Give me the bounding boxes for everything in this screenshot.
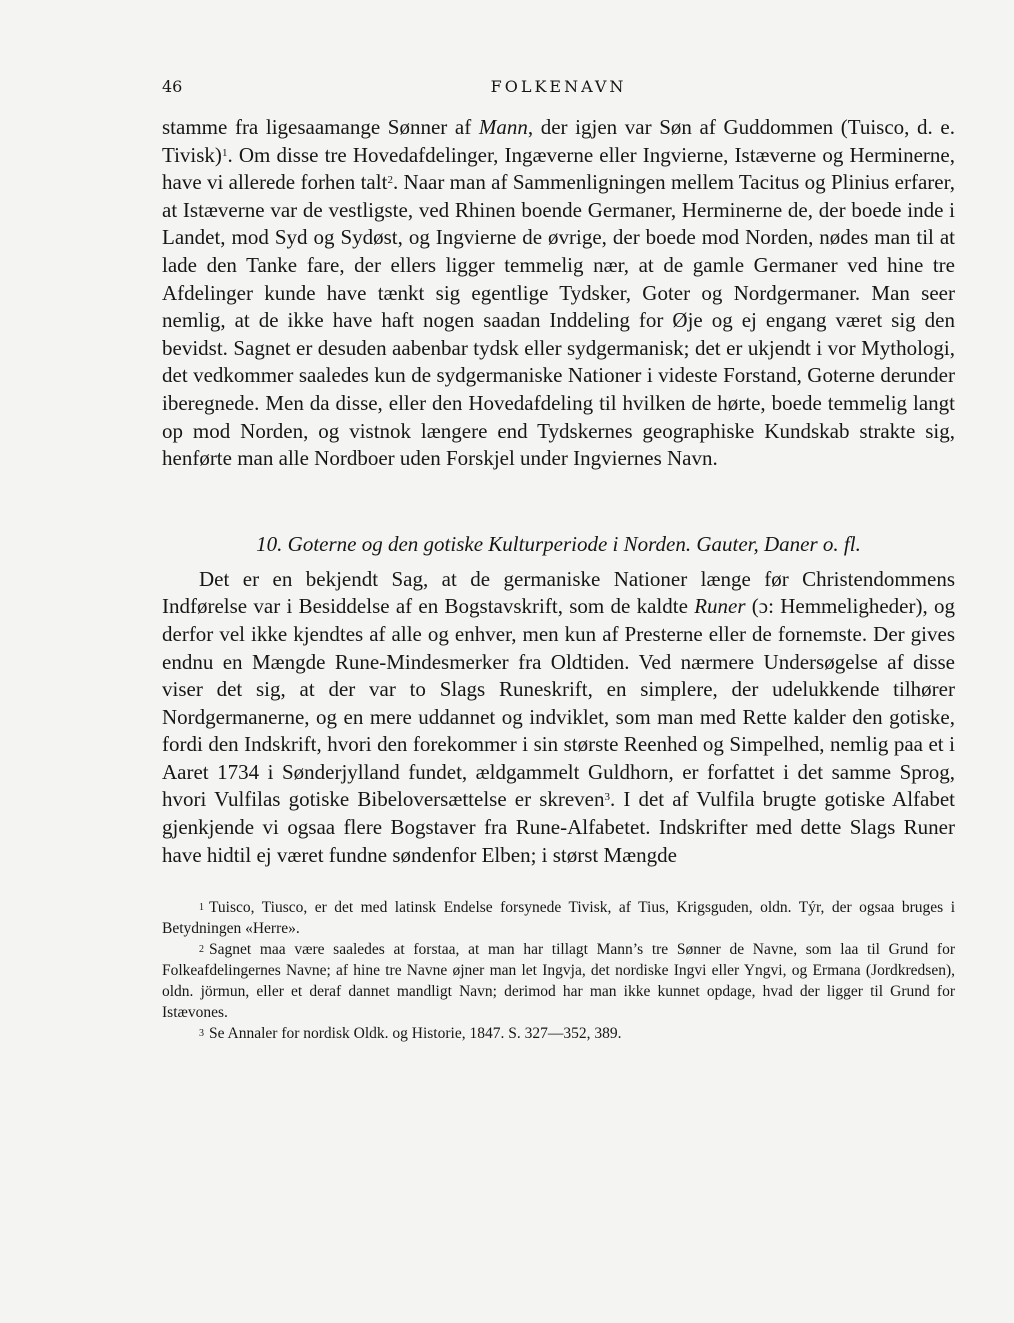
footnote (162, 1023, 955, 1044)
footnote-reference: 1 (221, 146, 228, 159)
page-header (162, 72, 955, 102)
text-run: stamme fra ligesaamange Sønner af (162, 115, 479, 139)
paragraph (162, 114, 955, 473)
paragraph (162, 566, 955, 870)
text-run: . I det af Vulfila brugte gotiske Alfabet gjenkjende vi ogsaa flere Bogstaver fra Rune-Alfabetet. Indskrifter med dette Slags Runer have hidtil ej været fundne søndenfor Elben; i størst Mængde (162, 787, 955, 867)
footnote-mark: 3 (199, 1028, 204, 1040)
italic-term: Mann (478, 115, 528, 139)
section-heading: 10. Goterne og den gotiske Kulturperiode i Norden. Gauter, Daner o. fl. (256, 531, 861, 556)
text-run: (ɔ: Hemmeligheder), og derfor vel ikke kjendtes af alle og enhver, men kun af Presterne eller de fornemste. Der gives endnu en Mængde Rune-Mindesmerker fra Oldtiden. Ved nærmere Undersøgelse af disse viser det sig, at der var to Slags Runeskrift, en simplere, der udelukkende tilhører Nordgermanerne, og en mere uddannet og indviklet, som man med Rette kalder den gotiske, fordi den Indskrift, hvori den forekommer i sin største Reenhed og Simpelhed, nemlig paa et i Aaret 1734 i Sønderjylland fundet, ældgammelt Guldhorn, er forfattet i det samme Sprog, hvori Vulfilas gotiske Bibeloversættelse er skreven (162, 594, 956, 812)
text-run: Det er en bekjendt Sag, at de germaniske Nationer længe før Christendommens Indførelse var i Besiddelse af en Bogstavskrift, som de kaldte (162, 566, 955, 619)
footnote-text: Sagnet maa være saaledes at forstaa, at man har tillagt Mann’s tre Sønner de Navne, som laa til Grund for Folkeafdelingernes Navne; af hine tre Navne øjner man let Ingvja, det nordiske Ingvi eller Yngvi, og Ermana (Jordkredsen), oldn. jörmun, eller et deraf dannet mandligt Navn; derimod har man ikke kunnet opdage, hvad der ligger til Grund for Istævones. (162, 941, 955, 1022)
text-run: , der igjen var Søn af Guddommen (Tuisco, d. e. Tivisk) (162, 115, 956, 167)
footnote-reference: 2 (387, 174, 393, 187)
footnotes (162, 897, 955, 1044)
footnote (162, 939, 955, 1023)
main-text (162, 114, 955, 869)
text-run: . Naar man af Sammenligningen mellem Tacitus og Plinius erfarer, at Istæverne var de vestligste, ved Rhinen boende Germaner, Herminerne de, der boede inde i Landet, mod Syd og Sydøst, og Ingvierne de øvrige, der boede mod Norden, nødes man til at lade den Tanke fare, der ellers ligger temmelig nær, at de gamle Germaner ved hine tre Afdelinger kunde have tænkt sig egentlige Tydsker, Goter og Nordgermaner. Man seer nemlig, at de ikke have haft nogen saadan Inddeling for Øje og ej engang været sig den bevidst. Sagnet er desuden aabenbar tydsk eller sydgermanisk; det er ukjendt i vor Mythologi, det vedkommer saaledes kun de sydgermaniske Nationer i videste Forstand, Goterne derunder iberegnede. Men da disse, eller den Hovedafdeling til hvilken de hørte, boede temmelig langt op mod Norden, og vistnok længere end Tydskernes geographiske Kundskab strakte sig, henførte man alle Nordboer uden Forskjel under Ingviernes Navn. (162, 170, 955, 471)
footnote (162, 897, 955, 939)
running-title: FOLKENAVN (490, 77, 627, 96)
footnote-mark: 2 (199, 944, 204, 956)
italic-term: Runer (694, 594, 746, 619)
text-run: . Om disse tre Hovedafdelinger, Ingæverne eller Ingvierne, Istæverne og Herminerne, have vi allerede forhen talt (162, 142, 955, 195)
footnote-reference: 3 (604, 791, 611, 804)
book-page (162, 72, 955, 1044)
page-number: 46 (162, 77, 183, 96)
footnote-mark: 1 (199, 902, 204, 914)
footnote-text: Se Annaler for nordisk Oldk. og Historie, 1847. S. 327—352, 389. (209, 1025, 622, 1043)
footnote-text: Tuisco, Tiusco, er det med latinsk Endelse forsynede Tivisk, af Tius, Krigsguden, oldn. Týr, der ogsaa bruges i Betydningen «Herre». (162, 899, 955, 938)
